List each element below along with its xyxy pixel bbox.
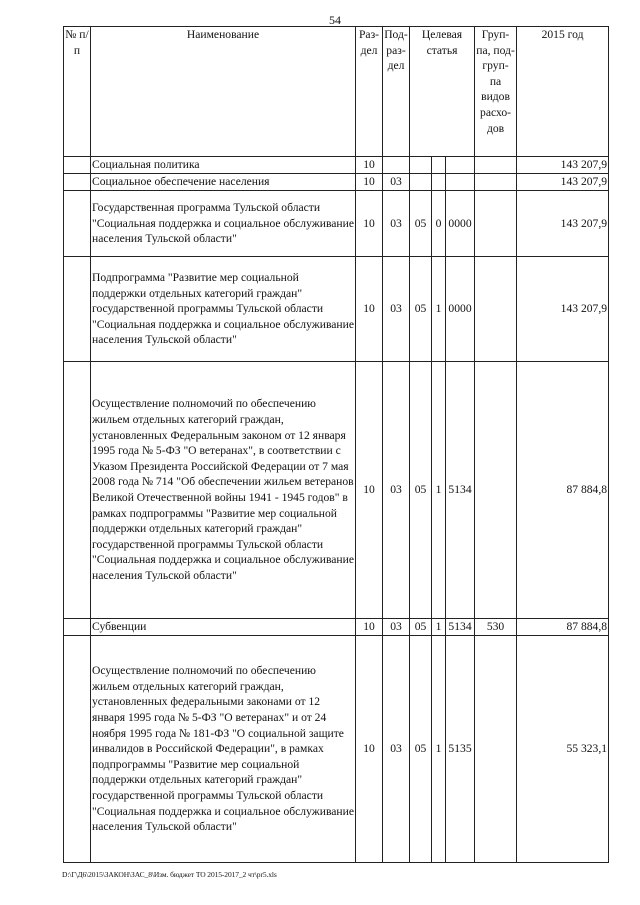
row-target-subprogram: 1: [432, 636, 446, 863]
row-name: Осуществление полномочий по обеспечению жильем отдельных категорий граждан, установленных Федеральным законом от 12 января 1995 года № 5-ФЗ "О ветеранах", в соответствии с Указом Президента Российской Федерации от 7 мая 2008 года № 714 "Об обеспечении жильем ветеранов Великой Отечественной войны 1941 - 1945 годов" в рамках подпрограммы "Развитие мер социальной поддержки отдельных категорий граждан" государственной программы Тульской области "Социальная поддержка и социальное обслуживание населения Тульской области": [91, 362, 356, 619]
row-target-code: 5135: [446, 636, 475, 863]
row-group: [475, 362, 517, 619]
header-name: Наименование: [91, 27, 356, 157]
row-group: [475, 257, 517, 362]
row-target-code: 5134: [446, 619, 475, 636]
row-name: Социальное обеспечение населения: [91, 174, 356, 191]
row-name: Социальная политика: [91, 157, 356, 174]
header-year: 2015 год: [517, 27, 609, 157]
table-header-row: [64, 27, 609, 157]
row-amount: 87 884,8: [517, 619, 609, 636]
row-target-code: 0000: [446, 257, 475, 362]
row-podrazdel: 03: [383, 257, 410, 362]
row-amount: 143 207,9: [517, 157, 609, 174]
row-num: [64, 636, 91, 863]
row-razdel: 10: [356, 636, 383, 863]
row-target-program: [410, 174, 432, 191]
row-target-program: [410, 157, 432, 174]
row-target-program: 05: [410, 362, 432, 619]
table-row: [64, 636, 609, 863]
header-target: Целевая статья: [410, 27, 475, 157]
row-razdel: 10: [356, 174, 383, 191]
row-group: 530: [475, 619, 517, 636]
row-razdel: 10: [356, 362, 383, 619]
header-group: Груп- па, под- груп- па видов расхо- дов: [475, 27, 517, 157]
table-row: [64, 174, 609, 191]
table-row: [64, 362, 609, 619]
row-target-program: 05: [410, 636, 432, 863]
row-amount: 87 884,8: [517, 362, 609, 619]
row-podrazdel: [383, 157, 410, 174]
row-amount: 143 207,9: [517, 174, 609, 191]
row-num: [64, 157, 91, 174]
row-target-subprogram: [432, 174, 446, 191]
row-podrazdel: 03: [383, 362, 410, 619]
row-podrazdel: 03: [383, 636, 410, 863]
row-target-code: [446, 157, 475, 174]
row-num: [64, 257, 91, 362]
row-num: [64, 362, 91, 619]
row-target-subprogram: 1: [432, 619, 446, 636]
row-num: [64, 619, 91, 636]
row-group: [475, 174, 517, 191]
header-razdel: Раз- дел: [356, 27, 383, 157]
budget-table: [63, 26, 609, 863]
row-target-code: 0000: [446, 191, 475, 257]
header-num: № п/п: [64, 27, 91, 157]
row-razdel: 10: [356, 191, 383, 257]
table-row: [64, 619, 609, 636]
row-name: Осуществление полномочий по обеспечению жильем отдельных категорий граждан, установленных федеральными законами от 12 января 1995 года № 5-ФЗ "О ветеранах" и от 24 ноября 1995 года № 181-ФЗ "О социальной защите инвалидов в Российской Федерации", в рамках подпрограммы "Развитие мер социальной поддержки отдельных категорий граждан" государственной программы Тульской области "Социальная поддержка и социальное обслуживание населения Тульской области": [91, 636, 356, 863]
table-row: [64, 257, 609, 362]
row-name: Государственная программа Тульской области "Социальная поддержка и социальное обслуживание населения Тульской области": [91, 191, 356, 257]
row-target-program: 05: [410, 191, 432, 257]
row-target-code: [446, 174, 475, 191]
row-amount: 143 207,9: [517, 191, 609, 257]
row-target-program: 05: [410, 619, 432, 636]
table-row: [64, 191, 609, 257]
header-podrazdel: Под- раз- дел: [383, 27, 410, 157]
row-name: Подпрограмма "Развитие мер социальной поддержки отдельных категорий граждан" государственной программы Тульской области "Социальная поддержка и социальное обслуживание населения Тульской области": [91, 257, 356, 362]
row-podrazdel: 03: [383, 174, 410, 191]
row-target-subprogram: 1: [432, 362, 446, 619]
row-podrazdel: 03: [383, 619, 410, 636]
row-razdel: 10: [356, 157, 383, 174]
row-num: [64, 174, 91, 191]
row-group: [475, 636, 517, 863]
row-num: [64, 191, 91, 257]
file-path-footer: D:\Г\Д6\2015\ЗАКОН\ЗАС_8\Изм. бюджет ТО 2015-2017_2 чт\pr5.xls: [62, 870, 277, 879]
row-group: [475, 157, 517, 174]
row-name: Субвенции: [91, 619, 356, 636]
row-amount: 55 323,1: [517, 636, 609, 863]
row-target-code: 5134: [446, 362, 475, 619]
row-razdel: 10: [356, 257, 383, 362]
row-target-subprogram: 0: [432, 191, 446, 257]
row-target-program: 05: [410, 257, 432, 362]
page-number: 54: [329, 13, 341, 27]
row-razdel: 10: [356, 619, 383, 636]
row-podrazdel: 03: [383, 191, 410, 257]
row-group: [475, 191, 517, 257]
table-row: [64, 157, 609, 174]
row-target-subprogram: 1: [432, 257, 446, 362]
row-amount: 143 207,9: [517, 257, 609, 362]
row-target-subprogram: [432, 157, 446, 174]
